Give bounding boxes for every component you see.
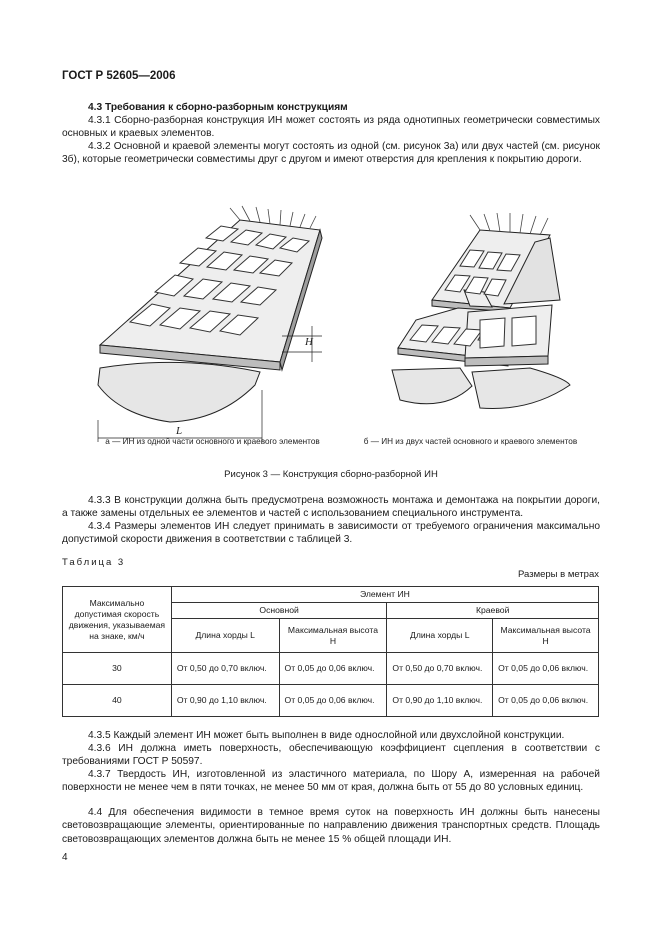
- header-edge: Краевой: [387, 603, 599, 619]
- label-l: L: [176, 425, 183, 437]
- paragraph-4-3-1-text: 4.3.1 Сборно-разборная конструкция ИН может состоять из ряда однотипных геометрически совместимых основных и краевых элементов.: [62, 115, 600, 140]
- caption-a: а — ИН из одной части основного и краевого элементов: [105, 437, 320, 446]
- paragraph-4-3-3: [62, 494, 600, 521]
- table-units: Размеры в метрах: [518, 569, 599, 580]
- section-title: [62, 101, 600, 114]
- document-header: ГОСТ Р 52605—2006: [62, 70, 176, 82]
- header-main-height: Максимальная высота H: [279, 619, 387, 653]
- header-speed: Максимально допустимая скорость движения, указываемая на знаке, км/ч: [63, 587, 172, 653]
- paragraph-4-3-3-text: 4.3.3 В конструкции должна быть предусмотрена возможность монтажа и демонтажа на покрытии дороги, а также замены отдельных ее элементов и частей с использованием специального инструмента.: [62, 495, 600, 520]
- section-title-text: 4.3 Требования к сборно-разборным конструкциям: [88, 102, 348, 113]
- paragraph-4-3-6: [62, 742, 600, 769]
- cell-edge-chord: От 0,90 до 1,10 включ.: [387, 685, 493, 717]
- figure-b-mat: [392, 213, 570, 409]
- paragraph-4-3-4-text: 4.3.4 Размеры элементов ИН следует принимать в зависимости от требуемого ограничения максимально допустимой скорости движения в соответствии с таблицей 3.: [62, 521, 600, 546]
- cell-main-chord: От 0,50 до 0,70 включ.: [171, 653, 279, 685]
- cell-speed: 30: [63, 653, 172, 685]
- table-row: [63, 685, 599, 717]
- cell-edge-height: От 0,05 до 0,06 включ.: [493, 653, 599, 685]
- paragraph-4-3-6-text: 4.3.6 ИН должна иметь поверхность, обеспечивающую коэффициент сцепления в соответствии с требованиями ГОСТ Р 50597.: [62, 743, 600, 768]
- paragraph-4-3-5: [62, 729, 600, 742]
- header-edge-height: Максимальная высота H: [493, 619, 599, 653]
- paragraph-4-3-1: [62, 114, 600, 141]
- header-main: Основной: [171, 603, 387, 619]
- cell-edge-height: От 0,05 до 0,06 включ.: [493, 685, 599, 717]
- cell-main-height: От 0,05 до 0,06 включ.: [279, 653, 387, 685]
- figure-caption: Рисунок 3 — Конструкция сборно-разборной ИН: [224, 469, 438, 480]
- paragraph-4-3-7-text: 4.3.7 Твердость ИН, изготовленной из эластичного материала, по Шору А, измеренная на рабочей поверхности не менее чем в пяти точках, не менее 50 мм от края, должна быть от 55 до 80 условных единиц.: [62, 769, 600, 794]
- cell-edge-chord: От 0,50 до 0,70 включ.: [387, 653, 493, 685]
- figure-3-drawing: [60, 180, 600, 460]
- paragraph-4-4: [62, 806, 600, 846]
- cell-main-chord: От 0,90 до 1,10 включ.: [171, 685, 279, 717]
- paragraph-4-3-2-text: 4.3.2 Основной и краевой элементы могут состоять из одной (см. рисунок 3а) или двух частей (см. рисунок 3б), которые геометрически совместимы друг с другом и имеют отверстия для крепления к покрытию дороги.: [62, 141, 600, 166]
- cell-speed: 40: [63, 685, 172, 717]
- paragraph-4-3-4: [62, 520, 600, 547]
- table-3: [62, 586, 599, 717]
- figure-a-mat: [98, 206, 322, 442]
- header-edge-chord: Длина хорды L: [387, 619, 493, 653]
- paragraph-4-3-7: [62, 768, 600, 795]
- header-element: Элемент ИН: [171, 587, 598, 603]
- table-title: Таблица 3: [62, 557, 126, 568]
- paragraph-4-3-2: [62, 140, 600, 167]
- page-number: 4: [62, 852, 68, 863]
- cell-main-height: От 0,05 до 0,06 включ.: [279, 685, 387, 717]
- caption-b: б — ИН из двух частей основного и краевого элементов: [363, 437, 578, 446]
- table-row: [63, 653, 599, 685]
- paragraph-4-4-text: 4.4 Для обеспечения видимости в темное время суток на поверхность ИН должны быть нанесены световозвращающие элементы, ориентированные по направлению движения транспортных средств. Площадь световозвращающих элементов должна быть не менее 15 % общей площади ИН.: [62, 807, 600, 845]
- paragraph-4-3-5-text: 4.3.5 Каждый элемент ИН может быть выполнен в виде однослойной или двухслойной конструкции.: [88, 730, 565, 741]
- header-main-chord: Длина хорды L: [171, 619, 279, 653]
- label-h: H: [305, 336, 313, 348]
